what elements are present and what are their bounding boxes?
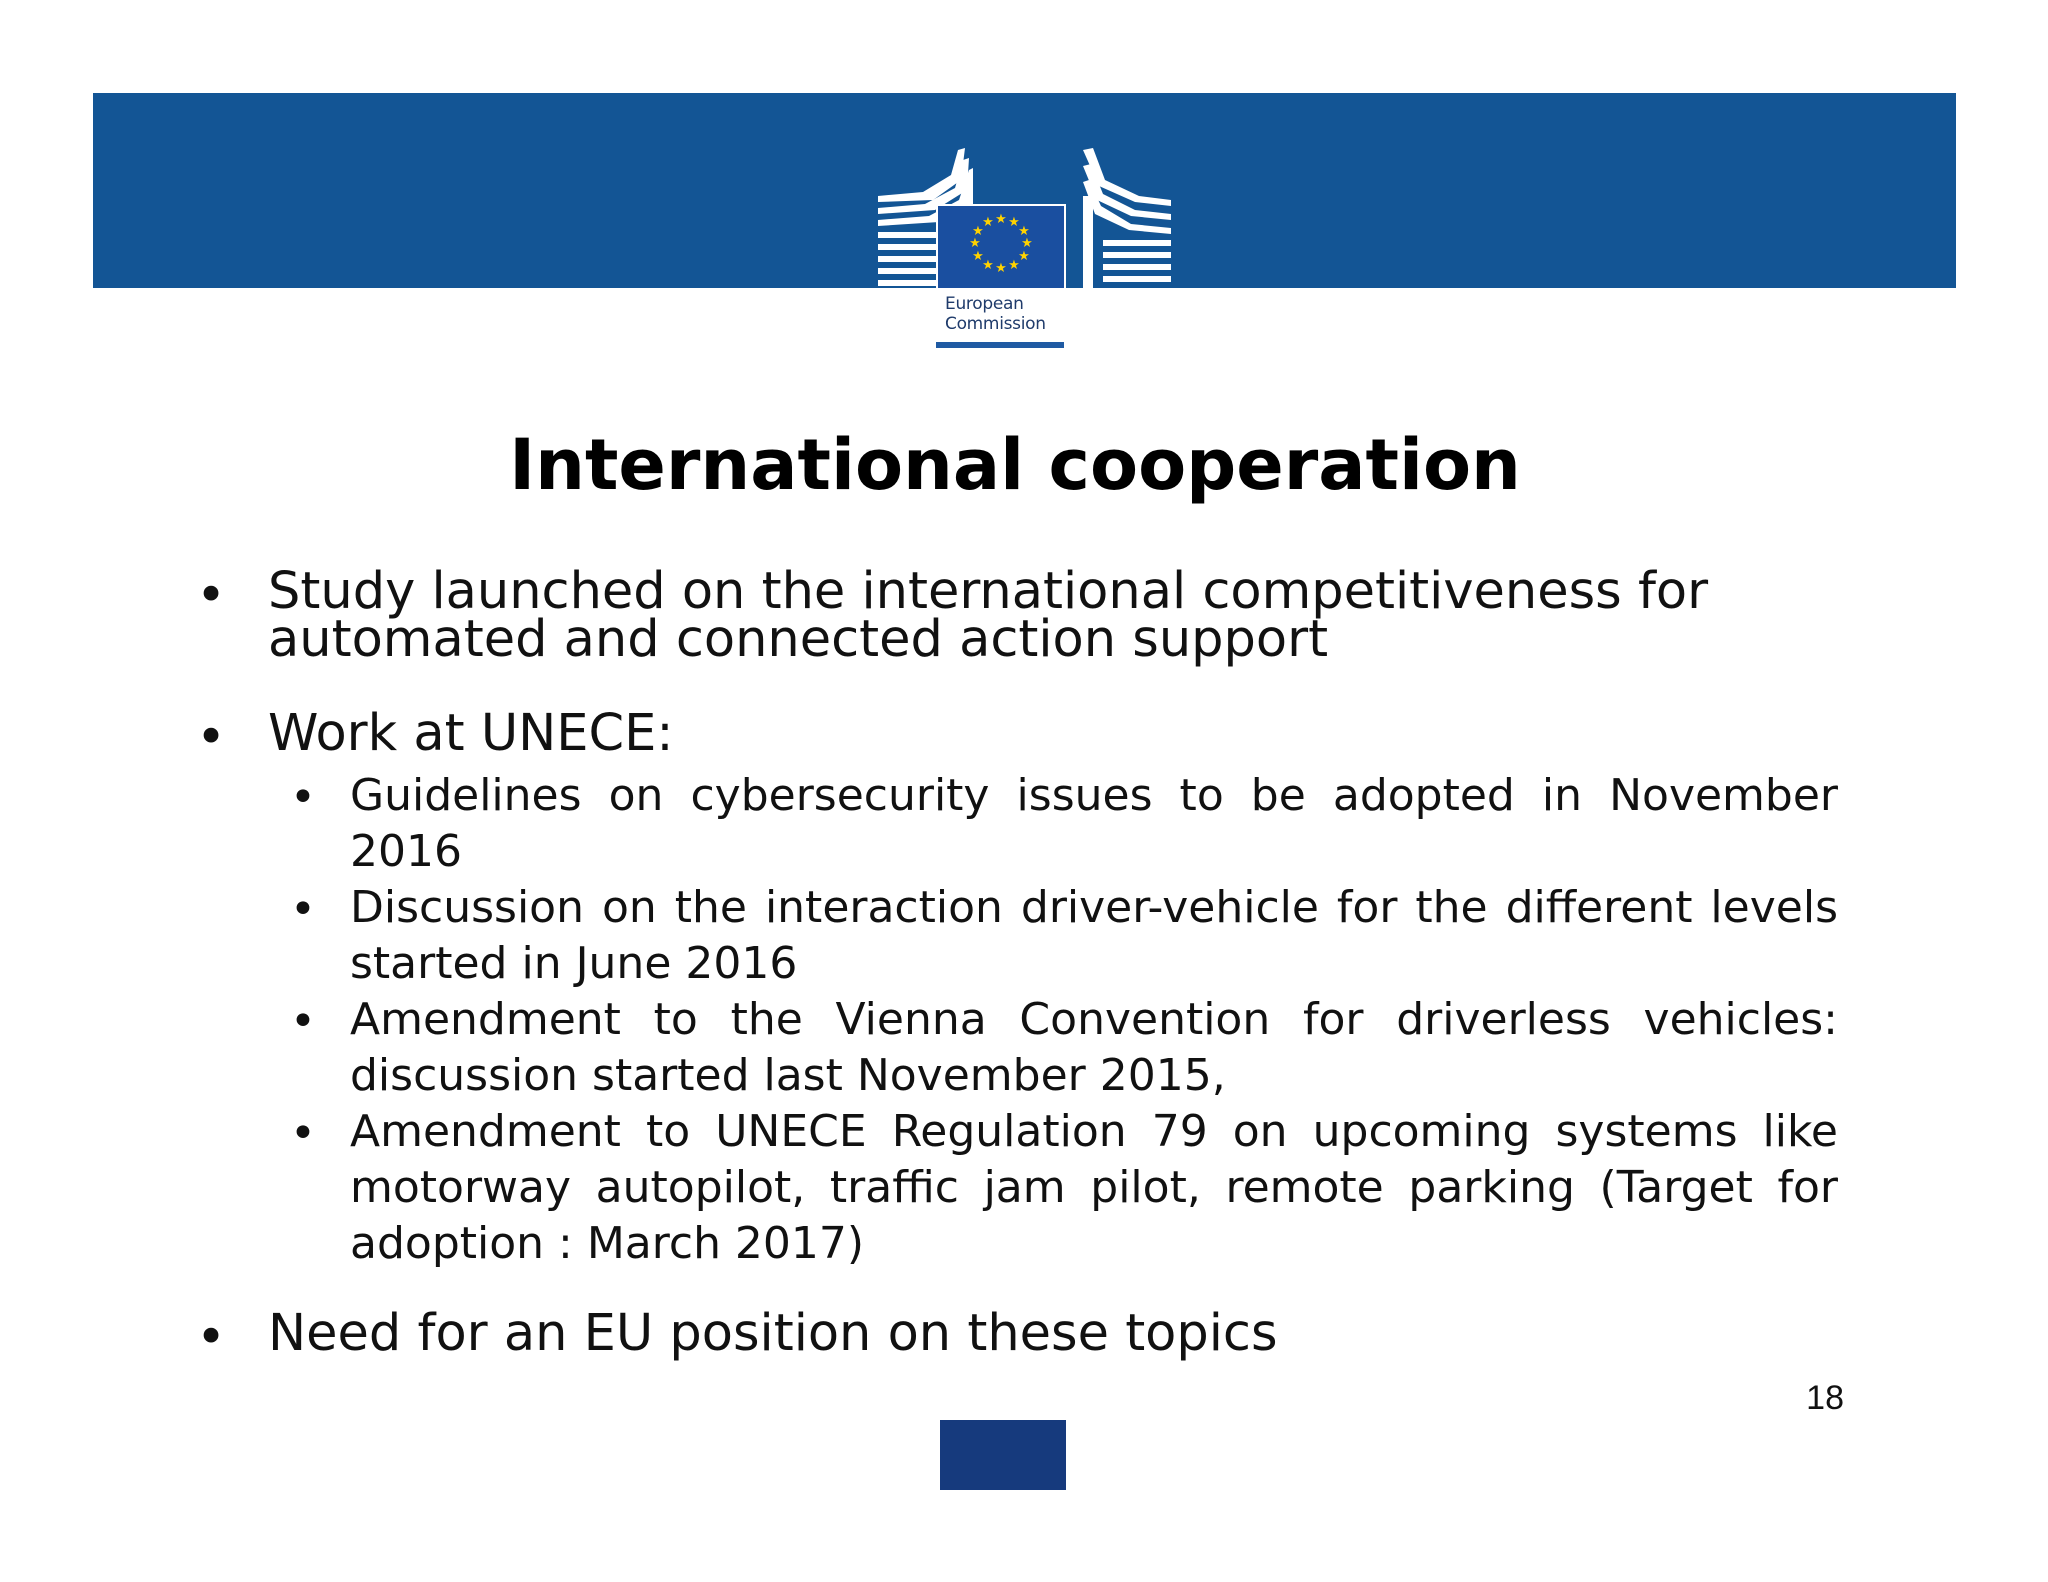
bullet-item-eu-position: Need for an EU position on these topics bbox=[268, 1304, 1278, 1363]
bullet-item-study: Study launched on the international competitiveness for automated and connected action support bbox=[268, 562, 1709, 669]
logo-text-line2: Commission bbox=[945, 314, 1046, 334]
sub-bullet-icon: • bbox=[290, 1108, 316, 1159]
svg-text:★: ★ bbox=[972, 224, 984, 239]
svg-text:★: ★ bbox=[972, 249, 984, 264]
sub-bullet-item-vienna-convention: Amendment to the Vienna Convention for driverless vehicles: discussion started last November 2015, bbox=[350, 994, 1838, 1101]
svg-text:★: ★ bbox=[995, 212, 1007, 227]
footer-flag bbox=[940, 1420, 1066, 1490]
logo-text-line1: European bbox=[945, 294, 1024, 314]
sub-bullet-icon: • bbox=[290, 996, 316, 1047]
svg-text:★: ★ bbox=[1018, 249, 1030, 264]
svg-text:★: ★ bbox=[969, 236, 981, 251]
svg-text:★: ★ bbox=[1021, 236, 1033, 251]
bullet-icon: • bbox=[196, 1308, 227, 1367]
svg-text:★: ★ bbox=[1008, 215, 1020, 230]
bullet-icon: • bbox=[196, 566, 227, 625]
building-right-wing-icon bbox=[1083, 148, 1171, 294]
logo-underline bbox=[936, 342, 1064, 348]
bullet-item-unece: Work at UNECE: bbox=[268, 704, 674, 763]
bullet-icon: • bbox=[196, 708, 227, 767]
sub-bullet-icon: • bbox=[290, 884, 316, 935]
svg-text:★: ★ bbox=[1008, 258, 1020, 273]
page-number: 18 bbox=[1806, 1379, 1844, 1417]
svg-text:★: ★ bbox=[1018, 224, 1030, 239]
svg-text:★: ★ bbox=[982, 215, 994, 230]
sub-bullet-item-cybersecurity: Guidelines on cybersecurity issues to be adopted in November 2016 bbox=[350, 770, 1838, 877]
sub-bullet-icon: • bbox=[290, 772, 316, 823]
sub-bullet-item-regulation-79: Amendment to UNECE Regulation 79 on upcoming systems like motorway autopilot, traffic jam pilot, remote parking (Target for adoption : March 2017) bbox=[350, 1106, 1838, 1269]
sub-bullet-item-driver-vehicle: Discussion on the interaction driver-vehicle for the different levels started in June 2016 bbox=[350, 882, 1838, 989]
logo-wordmark bbox=[945, 294, 1046, 334]
svg-text:★: ★ bbox=[982, 258, 994, 273]
svg-text:★: ★ bbox=[995, 261, 1007, 276]
slide-title: International cooperation bbox=[509, 424, 1521, 506]
